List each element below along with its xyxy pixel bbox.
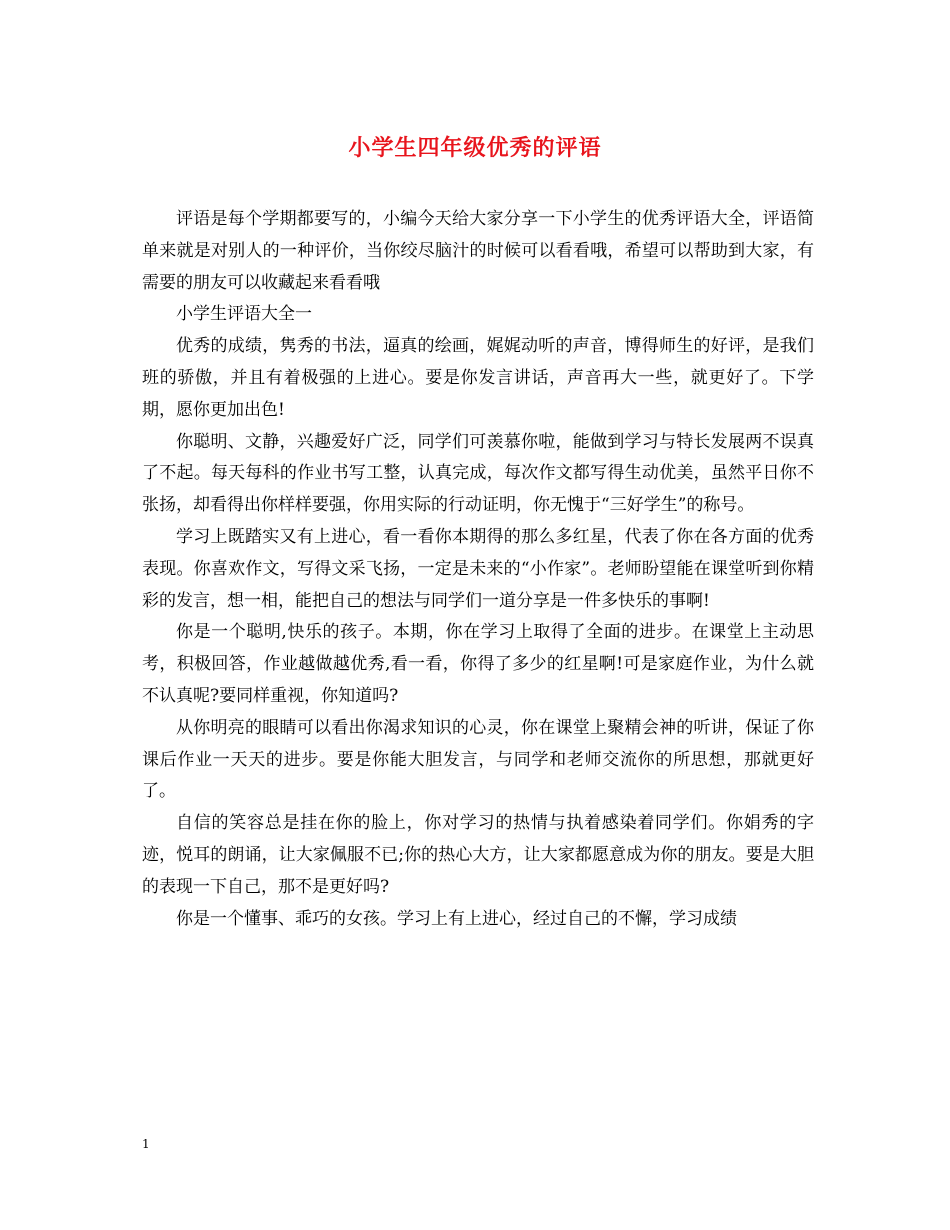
- paragraph: 你是一个懂事、乖巧的女孩。学习上有上进心，经过自己的不懈，学习成绩: [176, 908, 737, 929]
- document-body: [142, 204, 814, 935]
- paragraph-intro: 评语是每个学期都要写的，小编今天给大家分享一下小学生的优秀评语大全，评语简单来就是对别人的一种评价，当你绞尽脑汁的时候可以看看哦，希望可以帮助到大家，有需要的朋友可以收藏起来看看哦: [142, 209, 814, 293]
- page-title: 小学生四年级优秀的评语: [348, 135, 602, 161]
- paragraph: 你是一个聪明,快乐的孩子。本期，你在学习上取得了全面的进步。在课堂上主动思考，积极回答，作业越做越优秀,看一看，你得了多少的红星啊!可是家庭作业，为什么就不认真呢?要同样重视，你知道吗?: [142, 622, 814, 706]
- page-number: 1: [142, 1137, 150, 1151]
- paragraph: 自信的笑容总是挂在你的脸上，你对学习的热情与执着感染着同学们。你娟秀的字迹，悦耳的朗诵，让大家佩服不已;你的热心大方，让大家都愿意成为你的朋友。要是大胆的表现一下自己，那不是更好吗?: [142, 813, 814, 897]
- paragraph: 优秀的成绩，隽秀的书法，逼真的绘画，娓娓动听的声音，博得师生的好评，是我们班的骄傲，并且有着极强的上进心。要是你发言讲话，声音再大一些，就更好了。下学期，愿你更加出色!: [142, 336, 814, 420]
- paragraph: 学习上既踏实又有上进心，看一看你本期得的那么多红星，代表了你在各方面的优秀表现。你喜欢作文，写得文采飞扬，一定是未来的“小作家”。老师盼望能在课堂听到你精彩的发言，想一相，能把自己的想法与同学们一道分享是一件多快乐的事啊!: [142, 526, 814, 611]
- paragraph: 从你明亮的眼睛可以看出你渴求知识的心灵，你在课堂上聚精会神的听讲，保证了你课后作业一天天的进步。要是你能大胆发言，与同学和老师交流你的所思想，那就更好了。: [142, 717, 814, 802]
- section-heading: 小学生评语大全一: [176, 304, 312, 325]
- paragraph: 你聪明、文静，兴趣爱好广泛，同学们可羡慕你啦，能做到学习与特长发展两不误真了不起。每天每科的作业书写工整，认真完成，每次作文都写得生动优美，虽然平日你不张扬，却看得出你样样要强，你用实际的行动证明，你无愧于“三好学生”的称号。: [142, 431, 814, 516]
